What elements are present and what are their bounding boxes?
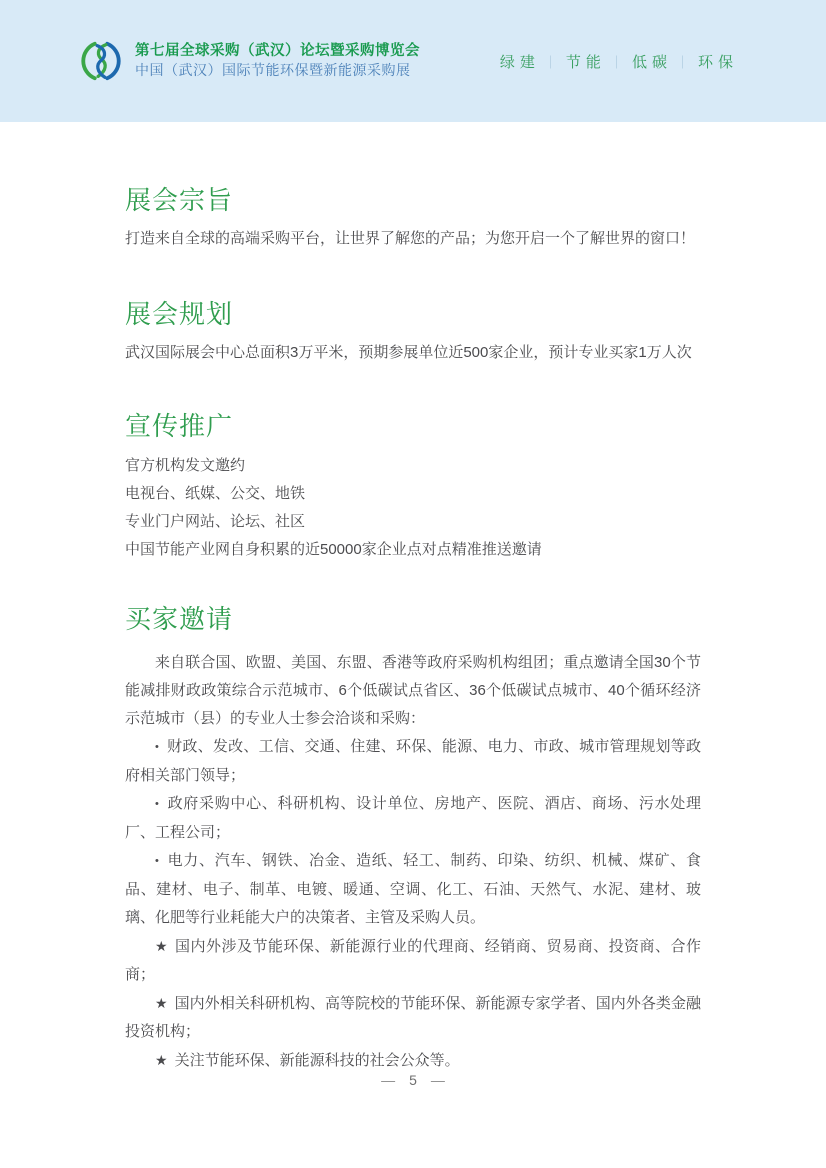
nav-item-low-carbon: 低碳 — [631, 53, 672, 71]
buyer-dot-item — [125, 790, 701, 847]
dot-bullet-icon: • — [155, 855, 159, 867]
promo-line: 中国节能产业网自身积累的近50000家企业点对点精准推送邀请 — [125, 541, 542, 558]
buyer-star-item-text: 国内外涉及节能环保、新能源行业的代理商、经销商、贸易商、投资商、合作商； — [125, 938, 701, 983]
buyer-dot-item — [125, 733, 701, 790]
dot-bullet-icon: • — [155, 741, 159, 753]
section-heading-promo: 宣传推广 — [125, 411, 234, 441]
footer-dash: — — [430, 1072, 445, 1088]
page-footer — [0, 1072, 826, 1088]
promo-line: 官方机构发文邀约 — [125, 457, 246, 474]
buyer-star-item — [125, 989, 701, 1046]
dot-bullet-icon: • — [155, 798, 159, 810]
buyer-dot-item — [125, 847, 701, 932]
buyer-dot-item-text: 电力、汽车、钢铁、冶金、造纸、轻工、制药、印染、纺织、机械、煤矿、食品、建材、电子、制革、电镀、暖通、空调、化工、石油、天然气、水泥、建材、玻璃、化肥等行业耗能大户的决策者、主管及采购人员。 — [125, 852, 701, 926]
nav-item-energy-saving: 节能 — [565, 53, 606, 71]
nav-item-green-building: 绿建 — [499, 53, 540, 71]
brand — [78, 38, 420, 84]
event-subtitle: 中国（武汉）国际节能环保暨新能源采购展 — [135, 62, 411, 78]
page-content — [0, 185, 826, 1075]
promo-line: 电视台、纸媒、公交、地铁 — [125, 485, 306, 502]
page-header — [0, 0, 826, 122]
exhibition-logo-icon — [78, 38, 124, 84]
plan-body: 武汉国际展会中心总面积3万平米，预期参展单位近500家企业，预计专业买家1万人次 — [125, 344, 692, 361]
buyer-intro: 来自联合国、欧盟、美国、东盟、香港等政府采购机构组团；重点邀请全国30个节能减排财政政策综合示范城市、6个低碳试点省区、36个低碳试点城市、40个循环经济示范城市（县）的专业人士参会洽谈和采购： — [125, 654, 701, 727]
purpose-body: 打造来自全球的高端采购平台，让世界了解您的产品；为您开启一个了解世界的窗口！ — [125, 230, 696, 247]
buyer-star-item — [125, 1046, 701, 1075]
section-heading-buyer: 买家邀请 — [125, 604, 234, 634]
nav-separator: ｜ — [609, 54, 623, 70]
buyer-star-item-text: 国内外相关科研机构、高等院校的节能环保、新能源专家学者、国内外各类金融投资机构； — [125, 995, 701, 1040]
star-bullet-icon: ★ — [155, 995, 168, 1011]
star-bullet-icon: ★ — [155, 938, 169, 954]
promo-line: 专业门户网站、论坛、社区 — [125, 513, 306, 530]
buyer-star-item-text: 关注节能环保、新能源科技的社会公众等。 — [174, 1052, 460, 1069]
footer-dash: — — [381, 1072, 396, 1088]
nav-separator: ｜ — [675, 54, 689, 70]
nav-separator: ｜ — [543, 54, 557, 70]
page-number: 5 — [409, 1072, 417, 1088]
section-heading-purpose: 展会宗旨 — [125, 185, 234, 215]
brand-text — [135, 42, 420, 80]
event-title: 第七届全球采购（武汉）论坛暨采购博览会 — [135, 43, 420, 59]
buyer-dot-item-text: 财政、发改、工信、交通、住建、环保、能源、电力、市政、城市管理规划等政府相关部门领导； — [125, 738, 701, 784]
promo-lines — [125, 452, 701, 564]
section-heading-plan: 展会规划 — [125, 299, 234, 329]
buyer-dot-item-text: 政府采购中心、科研机构、设计单位、房地产、医院、酒店、商场、污水处理厂、工程公司； — [125, 795, 701, 841]
nav-item-environmental: 环保 — [697, 53, 738, 71]
star-bullet-icon: ★ — [155, 1052, 168, 1068]
header-nav — [500, 51, 738, 72]
buyer-block — [125, 649, 701, 1075]
buyer-star-item — [125, 932, 701, 989]
